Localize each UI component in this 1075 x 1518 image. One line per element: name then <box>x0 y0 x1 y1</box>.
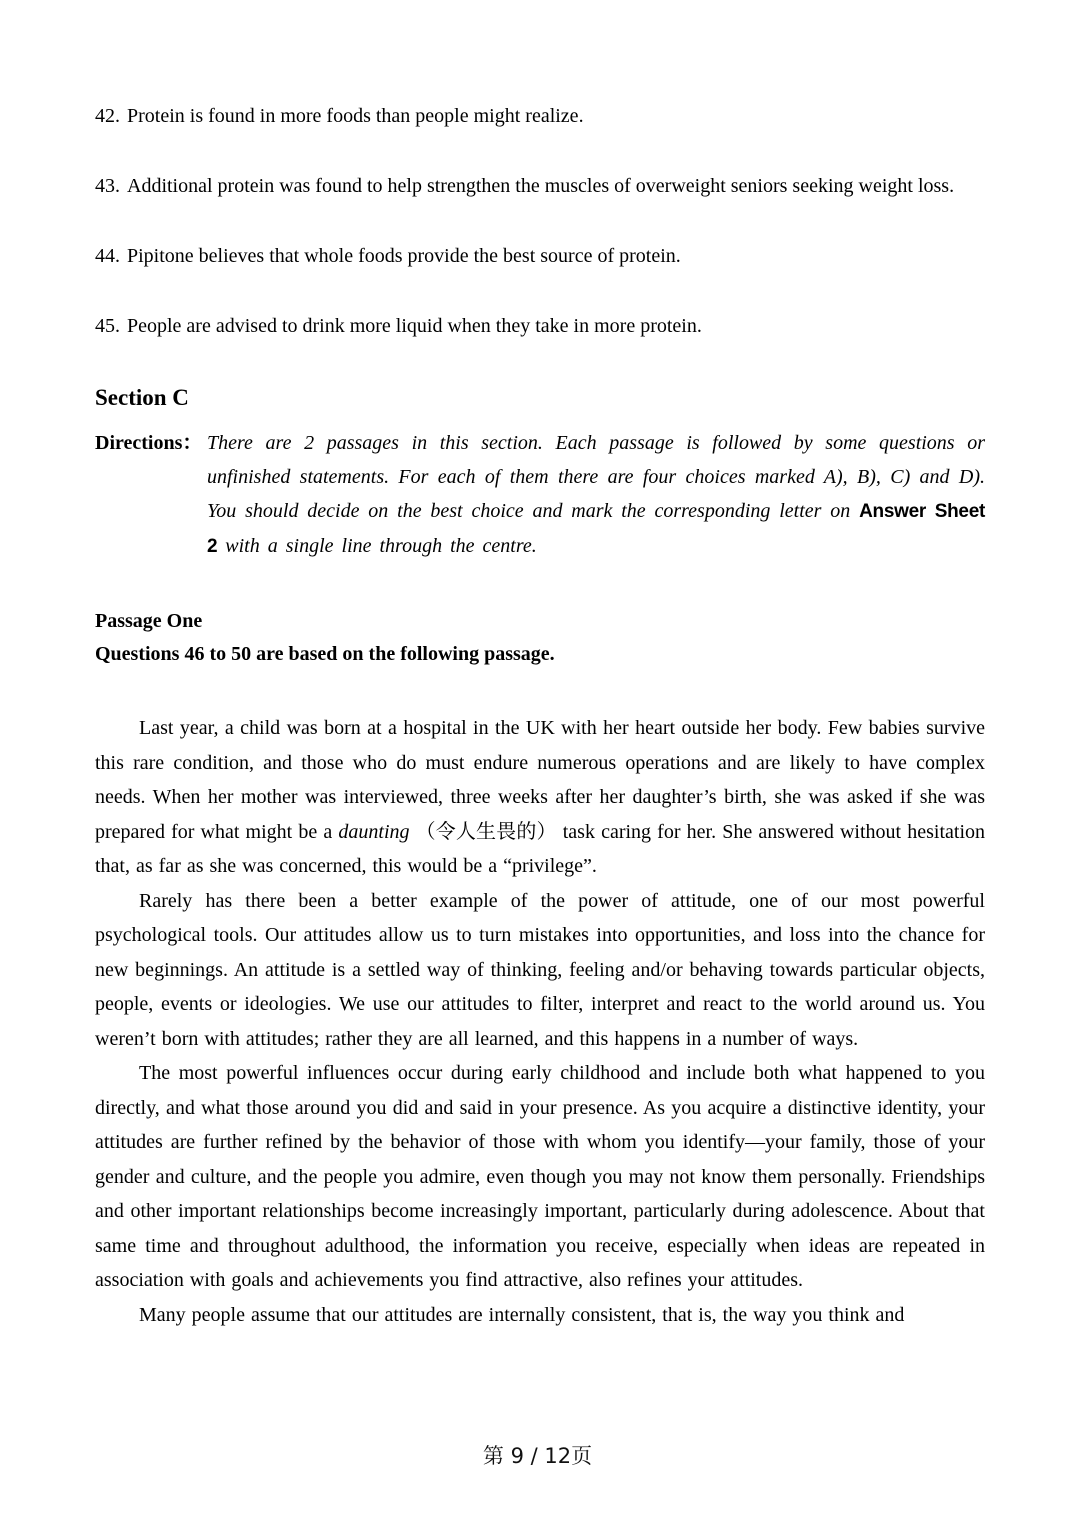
answer-sheet-2-label: Answer Sheet 2 <box>207 501 985 557</box>
directions-block <box>95 426 985 564</box>
statement-text: People are advised to drink more liquid when they take in more protein. <box>127 315 702 337</box>
statement-text: Pipitone believes that whole foods provide the best source of protein. <box>127 245 681 267</box>
statement-43 <box>95 174 985 198</box>
statement-number: 44. <box>95 245 120 267</box>
statement-number: 43. <box>95 175 120 197</box>
page-number-indicator: 第 9 / 12页 <box>482 1444 593 1468</box>
statement-45 <box>95 314 985 338</box>
passage-one-subheading: Questions 46 to 50 are based on the following passage. <box>95 643 555 665</box>
statement-text: Additional protein was found to help strengthen the muscles of overweight seniors seeking weight loss. <box>127 175 955 197</box>
passage-paragraph-1 <box>95 711 985 884</box>
passage-paragraph-4: Many people assume that our attitudes are internally consistent, that is, the way you think and <box>139 1303 905 1326</box>
directions-part1: There are 2 passages in this section. Each passage is followed by some questions or unfinished statements. For each of them there are four choices marked A), B), C) and D). You should decide on the best choice and mark the corresponding letter on <box>207 432 985 522</box>
statement-42 <box>95 104 985 128</box>
para1-text-after: （令人生畏的） task caring for her. She answered without hesitation that, as far as she was concerned, this would be a “privilege”. <box>95 820 985 877</box>
para1-italic-word: daunting <box>338 820 410 843</box>
passage-paragraph-2: Rarely has there been a better example of the power of attitude, one of our most powerful psychological tools. Our attitudes allow us to turn mistakes into opportunities, and loss into the chance for new beginnings. An attitude is a settled way of thinking, feeling and/or behaving towards particular objects, people, events or ideologies. We use our attitudes to filter, interpret and react to the world around us. You weren’t born with attitudes; rather they are all learned, and this happens in a number of ways. <box>95 889 985 1050</box>
passage-paragraph-3: The most powerful influences occur during early childhood and include both what happened to you directly, and what those around you did and said in your presence. As you acquire a distinctive identity, your attitudes are further refined by the behavior of those with whom you identify—your family, those of your gender and culture, and the people you admire, even though you may not know them personally. Friendships and other important relationships become increasingly important, particularly during adolescence. About that same time and throughout adulthood, the information you receive, especially when ideas are repeated in association with goals and achievements you find attractive, also refines your attitudes. <box>95 1062 985 1291</box>
statement-number: 42. <box>95 105 120 127</box>
statement-44 <box>95 244 985 268</box>
section-c-heading: Section C <box>95 385 189 410</box>
statements-42-45 <box>95 104 985 338</box>
directions-text <box>207 426 985 564</box>
directions-label: Directions： <box>95 432 203 454</box>
directions-part2: with a single line through the centre. <box>217 535 537 557</box>
passage-one-heading: Passage One <box>95 610 203 632</box>
para1-text-before: Last year, a child was born at a hospital in the UK with her heart outside her body. Few babies survive this rare condition, and those who do must endure numerous operations and are likely to have complex needs. When her mother was interviewed, three weeks after her daughter’s birth, she was asked if she was prepared for what might be a <box>95 717 985 843</box>
passage-one-body <box>95 711 985 1332</box>
statement-text: Protein is found in more foods than people might realize. <box>127 105 584 127</box>
statement-number: 45. <box>95 315 120 337</box>
